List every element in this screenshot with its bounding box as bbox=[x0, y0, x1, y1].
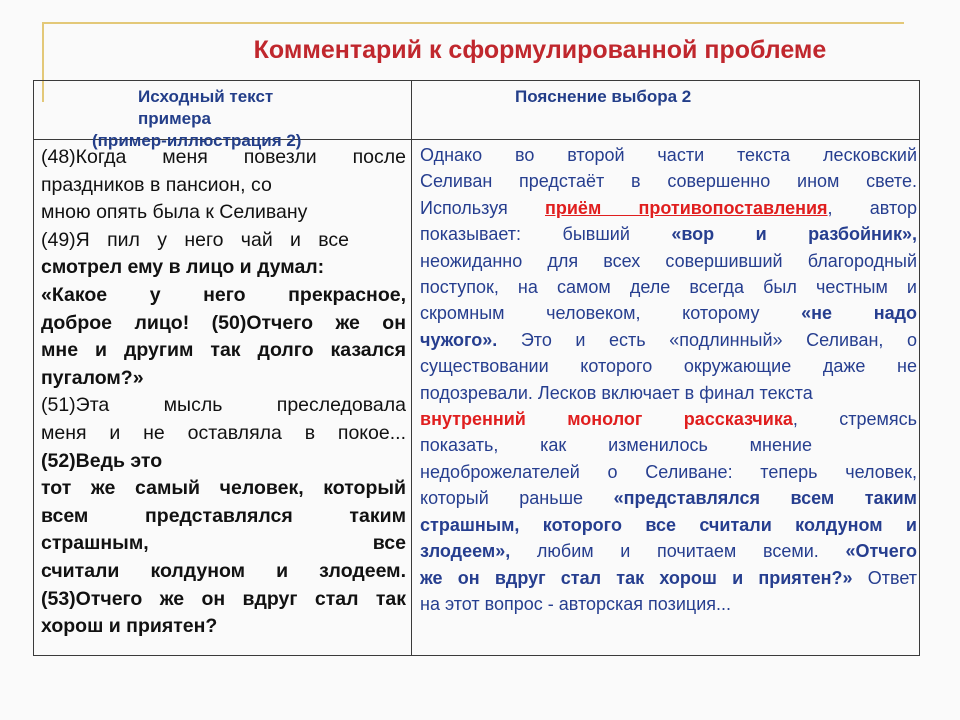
explanation-line: Селиван предстаёт в совершенно ином свете. bbox=[420, 171, 917, 192]
source-line: праздников в пансион, со bbox=[41, 173, 272, 196]
explanation-line: на этот вопрос - авторская позиция... bbox=[420, 593, 732, 614]
highlight-inner-monologue: внутренний монолог рассказчика bbox=[420, 409, 793, 430]
text-segment: , автор bbox=[827, 197, 918, 218]
table-column-divider bbox=[411, 80, 412, 656]
explanation-line: страшным, которого все считали колдуном и bbox=[420, 514, 917, 535]
explanation-line: неожиданно для всех совершивший благородный bbox=[420, 250, 917, 271]
decorative-top-line bbox=[42, 22, 904, 24]
source-text-column bbox=[41, 144, 406, 641]
text-segment: показывает: бывший bbox=[420, 224, 672, 245]
source-line: хорош и приятен? bbox=[41, 615, 218, 638]
source-line: считали колдуном и злодеем. bbox=[41, 559, 406, 582]
source-line: меня и не оставляла в покое... bbox=[41, 421, 406, 444]
table-left-border bbox=[33, 80, 34, 656]
source-line: «Какое у него прекрасное, bbox=[41, 283, 406, 306]
slide-title: Комментарий к сформулированной проблеме bbox=[253, 36, 827, 64]
table-bottom-border bbox=[33, 655, 920, 656]
text-segment: любим и почитаем всеми. bbox=[510, 541, 846, 562]
quote-not-others: «не надо bbox=[801, 303, 917, 324]
header-left-line3: (пример-иллюстрация 2) bbox=[92, 131, 302, 150]
quote-why-question: «Отчего bbox=[845, 541, 917, 562]
highlight-contrast-technique: приём противопоставления bbox=[545, 197, 828, 218]
table-top-border bbox=[33, 80, 920, 81]
explanation-line bbox=[420, 485, 917, 511]
explanation-line: подозревали. Лесков включает в финал текста bbox=[420, 382, 813, 403]
source-line: смотрел ему в лицо и думал: bbox=[41, 256, 325, 279]
explanation-column bbox=[420, 142, 917, 617]
explanation-line: показать, как изменилось мнение bbox=[420, 435, 812, 456]
text-segment: , стремясь bbox=[792, 409, 917, 430]
explanation-line bbox=[420, 327, 917, 353]
explanation-line bbox=[420, 406, 917, 432]
explanation-line bbox=[420, 195, 917, 221]
header-left-line1: Исходный текст bbox=[138, 87, 274, 106]
explanation-line bbox=[420, 300, 917, 326]
quote-villain-end: злодеем», bbox=[420, 541, 511, 562]
source-line: (49)Я пил у него чай и все bbox=[41, 228, 349, 251]
text-segment: скромным человеком, которому bbox=[420, 303, 802, 324]
source-line: мне и другим так долго казался bbox=[41, 339, 406, 362]
source-line: мною опять была к Селивану bbox=[41, 201, 308, 224]
table-right-border bbox=[919, 80, 920, 656]
quote-appeared-scary: «представлялся всем таким bbox=[613, 488, 917, 509]
quote-not-others-end: чужого». bbox=[420, 329, 498, 350]
text-segment: Ответ bbox=[852, 567, 918, 588]
header-left-line2: примера bbox=[138, 109, 211, 128]
quote-thief-robber: «вор и разбойник», bbox=[671, 224, 917, 245]
explanation-line bbox=[420, 565, 917, 591]
text-segment: который раньше bbox=[420, 488, 614, 509]
source-line: тот же самый человек, который bbox=[41, 477, 406, 500]
source-line: доброе лицо! (50)Отчего же он bbox=[41, 311, 406, 334]
source-line: (51)Эта мысль преследовала bbox=[41, 394, 406, 417]
source-line: (52)Ведь это bbox=[41, 449, 163, 472]
source-line: (53)Отчего же он вдруг стал так bbox=[41, 587, 406, 610]
text-segment: Используя bbox=[420, 197, 545, 218]
explanation-line bbox=[420, 221, 917, 247]
text-segment: Это и есть «подлинный» Селиван, о bbox=[497, 329, 917, 350]
quote-why-question-end: же он вдруг стал так хорош и приятен?» bbox=[420, 567, 853, 588]
explanation-line bbox=[420, 538, 917, 564]
explanation-line: поступок, на самом деле всегда был честным и bbox=[420, 277, 917, 298]
explanation-line: существовании которого окружающие даже не bbox=[420, 356, 917, 377]
explanation-line: Однако во второй части текста лесковский bbox=[420, 145, 917, 165]
header-right: Пояснение выбора 2 bbox=[515, 87, 692, 106]
source-line: всем представлялся таким bbox=[41, 504, 406, 527]
explanation-line: недоброжелателей о Селиване: теперь человек, bbox=[420, 461, 917, 482]
source-line: (48)Когда меня повезли после bbox=[41, 146, 406, 168]
source-line: пугалом?» bbox=[41, 366, 144, 389]
source-line: страшным, все bbox=[41, 532, 406, 555]
